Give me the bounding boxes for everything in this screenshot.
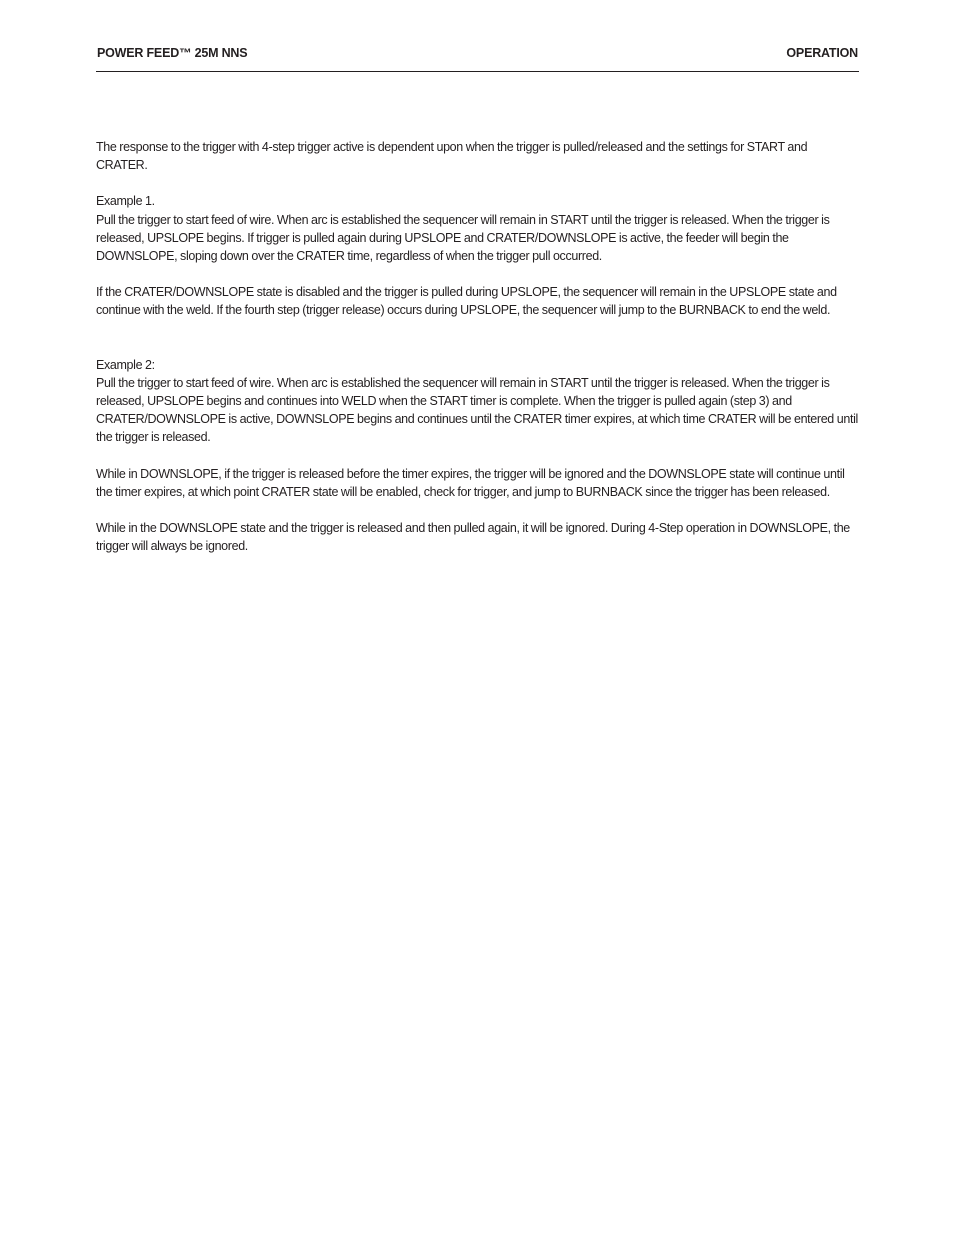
page-body [96, 138, 858, 555]
page-header [96, 45, 859, 72]
example2-heading: Example 2: [96, 357, 155, 372]
example1-paragraph-1: Pull the trigger to start feed of wire. When arc is established the sequencer will remain in START until the trigger is released. When the trigger is released, UPSLOPE begins. If trigger is pulled again during UPSLOPE and CRATER/DOWNSLOPE is active, the feeder will begin the DOWNSLOPE, sloping down over the CRATER time, regardless of when the trigger pull occurred. [96, 212, 830, 264]
document-title: POWER FEED™ 25M NNS [97, 46, 248, 60]
example2-paragraph-1: Pull the trigger to start feed of wire. When arc is established the sequencer will remain in START until the trigger is released. When the trigger is released, UPSLOPE begins and continues into WELD when the START timer is complete. When the trigger is pulled again (step 3) and CRATER/DOWNSLOPE is active, DOWNSLOPE begins and continues until the CRATER timer expires, at which time CRATER will be entered until the trigger is released. [96, 375, 858, 445]
section-title: OPERATION [786, 46, 858, 60]
intro-paragraph: The response to the trigger with 4-step trigger active is dependent upon when the trigger is pulled/released and the settings for START and CRATER. [96, 140, 808, 173]
example1-heading: Example 1. [96, 194, 155, 209]
example1-paragraph-2: If the CRATER/DOWNSLOPE state is disabled and the trigger is pulled during UPSLOPE, the sequencer will remain in the UPSLOPE state and continue with the weld. If the fourth step (trigger release) occurs during UPSLOPE, the sequencer will jump to the BURNBACK to end the weld. [96, 285, 837, 318]
example2-paragraph-3: While in the DOWNSLOPE state and the trigger is released and then pulled again, it will be ignored. During 4-Step operation in DOWNSLOPE, the trigger will always be ignored. [96, 521, 850, 554]
example2-paragraph-2: While in DOWNSLOPE, if the trigger is released before the timer expires, the trigger will be ignored and the DOWNSLOPE state will continue until the timer expires, at which point CRATER state will be enabled, check for trigger, and jump to BURNBACK since the trigger has been released. [96, 466, 845, 499]
